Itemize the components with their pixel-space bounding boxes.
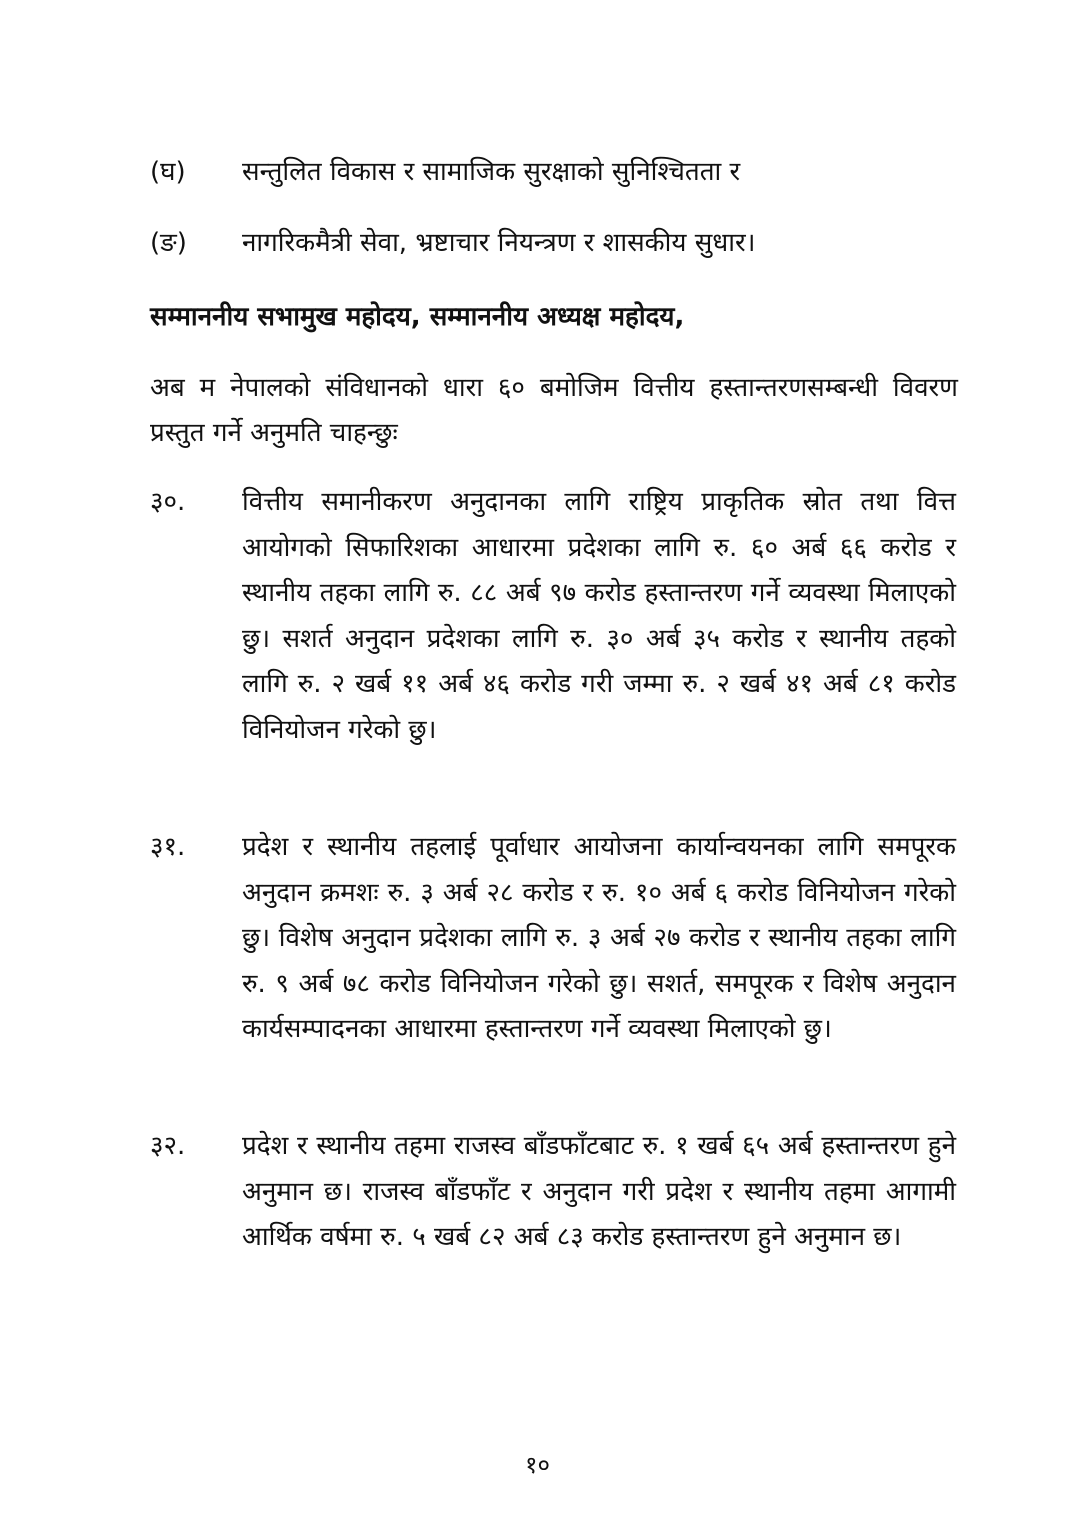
paragraph-number: ३२. (150, 1131, 186, 1161)
list-item-text: नागरिकमैत्री सेवा, भ्रष्टाचार नियन्त्रण र शासकीय सुधार। (242, 228, 756, 258)
intro-paragraph: अब म नेपालको संविधानको धारा ६० बमोजिम वित्तीय हस्तान्तरणसम्बन्धी विवरण प्रस्तुत गर्ने अनुमति चाहन्छुः (150, 373, 958, 448)
paragraph-text: वित्तीय समानीकरण अनुदानका लागि राष्ट्रिय प्राकृतिक स्रोत तथा वित्त आयोगको सिफारिशका आधारमा प्रदेशका लागि रु. ६० अर्ब ६६ करोड र स्थानीय तहका लागि रु. ८८ अर्ब ९७ करोड हस्तान्तरण गर्ने व्यवस्था मिलाएको छु। सशर्त अनुदान प्रदेशका लागि रु. ३० अर्ब ३५ करोड र स्थानीय तहको लागि रु. २ खर्ब ११ अर्ब ४६ करोड गरी जम्मा रु. २ खर्ब ४१ अर्ब ८१ करोड विनियोजन गरेको छु। (242, 487, 956, 745)
paragraph-number: ३१. (150, 832, 186, 862)
paragraph-text: प्रदेश र स्थानीय तहमा राजस्व बाँडफाँटबाट रु. १ खर्ब ६५ अर्ब हस्तान्तरण हुने अनुमान छ। राजस्व बाँडफाँट र अनुदान गरी प्रदेश र स्थानीय तहमा आगामी आर्थिक वर्षमा रु. ५ खर्ब ८२ अर्ब ८३ करोड हस्तान्तरण हुने अनुमान छ। (242, 1131, 956, 1252)
list-marker: (ङ) (150, 228, 187, 258)
paragraph-number: ३०. (150, 487, 186, 517)
list-item-text: सन्तुलित विकास र सामाजिक सुरक्षाको सुनिश्चितता र (242, 157, 741, 187)
paragraph-text: प्रदेश र स्थानीय तहलाई पूर्वाधार आयोजना कार्यान्वयनका लागि समपूरक अनुदान क्रमशः रु. ३ अर्ब २८ करोड र रु. १० अर्ब ६ करोड विनियोजन गरेको छु। विशेष अनुदान प्रदेशका लागि रु. ३ अर्ब २७ करोड र स्थानीय तहका लागि रु. ९ अर्ब ७८ करोड विनियोजन गरेको छु। सशर्त, समपूरक र विशेष अनुदान कार्यसम्पादनका आधारमा हस्तान्तरण गर्ने व्यवस्था मिलाएको छु। (242, 832, 956, 1044)
page-number: १० (525, 1451, 550, 1479)
list-marker: (घ) (150, 157, 186, 187)
salutation-heading: सम्माननीय सभामुख महोदय, सम्माननीय अध्यक्ष महोदय, (150, 302, 685, 332)
